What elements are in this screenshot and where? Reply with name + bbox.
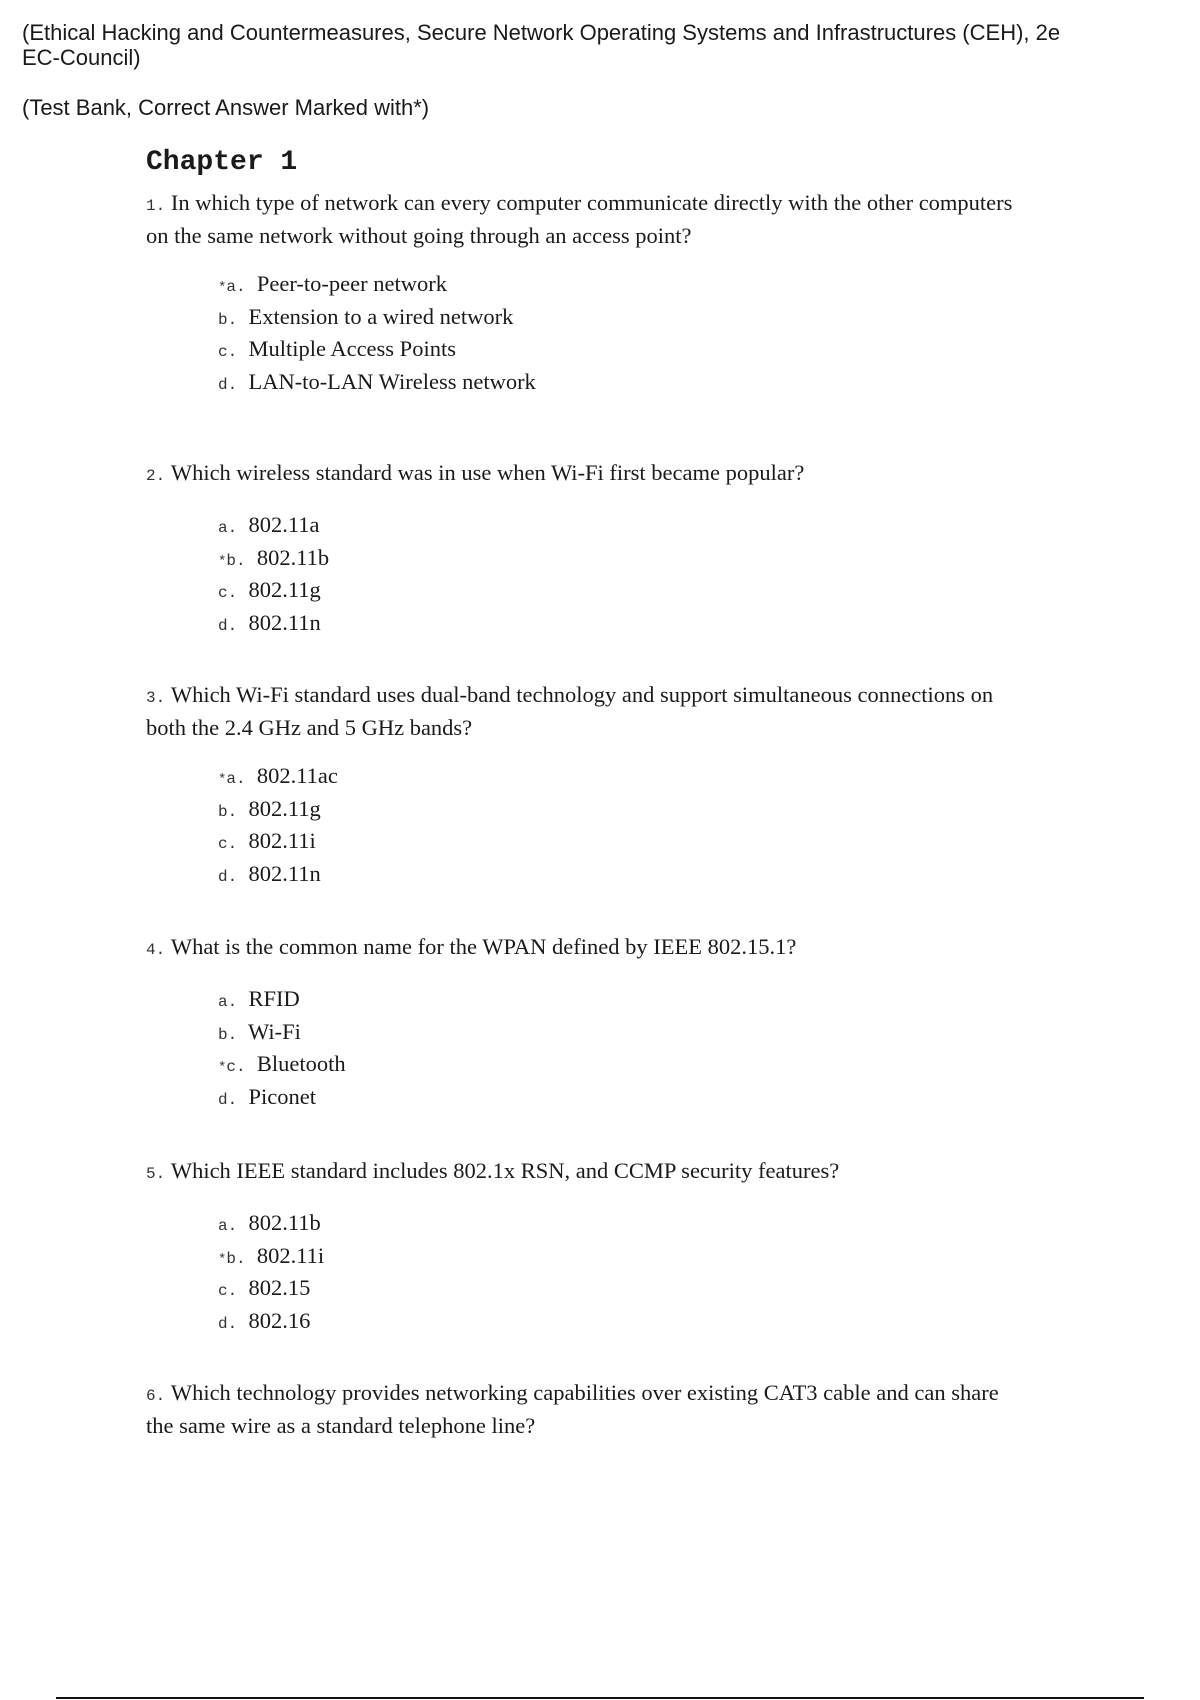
question-number: 5. (146, 1165, 166, 1183)
option-letter: c. (226, 1058, 246, 1076)
option-text: Peer-to-peer network (256, 271, 447, 296)
answer-options (218, 762, 1026, 892)
question-text (146, 1378, 1026, 1440)
answer-option (218, 795, 1026, 828)
document-title-line-2: EC-Council) (22, 45, 141, 70)
option-text: Wi-Fi (248, 1018, 301, 1044)
page-bottom-rule (56, 1697, 1144, 1699)
option-text: 802.11g (248, 577, 321, 602)
question-body: Which Wi-Fi standard uses dual-band technology and support simultaneous connections on both the 2.4 GHz and 5 GHz bands? (146, 682, 994, 740)
option-text: 802.16 (248, 1307, 311, 1333)
option-text: 802.11ac (256, 763, 338, 788)
question-2 (146, 458, 1026, 641)
option-text: 802.11i (248, 828, 316, 853)
option-text: 802.11n (248, 609, 321, 635)
answer-option (218, 860, 1026, 893)
option-letter: d. (218, 375, 238, 394)
answer-options (218, 1209, 1026, 1339)
document-title-line-1: (Ethical Hacking and Countermeasures, Secure Network Operating Systems and Infrastructures (CEH), 2e (22, 20, 1061, 45)
option-letter: a. (226, 278, 246, 296)
question-number: 1. (146, 197, 166, 215)
question-body: Which IEEE standard includes 802.1x RSN, and CCMP security features? (170, 1158, 840, 1183)
question-text (146, 932, 1026, 965)
option-letter: a. (218, 1217, 238, 1235)
question-4 (146, 932, 1026, 1115)
option-text: 802.11g (248, 795, 321, 821)
option-letter: c. (218, 343, 238, 361)
answer-option (218, 368, 1026, 401)
option-letter: d. (218, 616, 238, 635)
option-text: 802.11i (256, 1242, 325, 1268)
option-text: 802.15 (248, 1275, 311, 1300)
correct-answer-marker: * (218, 553, 227, 570)
option-text: Multiple Access Points (248, 336, 456, 361)
option-letter: a. (218, 519, 238, 537)
question-body: Which technology provides networking capabilities over existing CAT3 cable and can share the same wire as a standard telephone line? (146, 1380, 999, 1438)
answer-options (218, 270, 1026, 400)
option-letter: b. (218, 1025, 238, 1044)
question-6 (146, 1378, 1026, 1440)
answer-option (218, 985, 1026, 1018)
option-text: 802.11b (256, 544, 330, 570)
answer-option (218, 762, 1026, 795)
answer-option (218, 1209, 1026, 1242)
question-number: 2. (146, 467, 166, 485)
question-5 (146, 1156, 1026, 1339)
question-body: What is the common name for the WPAN defined by IEEE 802.15.1? (170, 934, 797, 959)
answer-option (218, 270, 1026, 303)
question-1 (146, 188, 1026, 400)
answer-option (218, 1242, 1026, 1275)
question-body: In which type of network can every computer communicate directly with the other computers on the same network without going through an access point? (146, 190, 1013, 248)
option-text: Extension to a wired network (248, 303, 514, 329)
option-letter: d. (218, 1314, 238, 1333)
option-letter: c. (218, 1282, 238, 1300)
correct-answer-marker: * (218, 1060, 227, 1076)
option-letter: c. (218, 584, 238, 602)
option-letter: a. (218, 993, 238, 1011)
option-letter: d. (218, 1090, 238, 1109)
option-letter: c. (218, 835, 238, 853)
chapter-heading: Chapter 1 (146, 147, 298, 178)
question-number: 6. (146, 1387, 166, 1405)
option-letter: b. (226, 1249, 246, 1268)
option-text: Bluetooth (256, 1051, 346, 1076)
question-text (146, 458, 1026, 491)
question-body: Which wireless standard was in use when Wi-Fi first became popular? (170, 460, 805, 485)
option-letter: a. (226, 770, 246, 788)
correct-answer-marker: * (218, 772, 227, 788)
option-letter: d. (218, 867, 238, 886)
answer-option (218, 576, 1026, 609)
answer-option (218, 335, 1026, 368)
answer-option (218, 544, 1026, 577)
answer-option (218, 511, 1026, 544)
option-text: 802.11b (248, 1210, 321, 1235)
answer-option (218, 609, 1026, 642)
answer-option (218, 1018, 1026, 1051)
answer-option (218, 827, 1026, 860)
answer-option (218, 1083, 1026, 1116)
question-3 (146, 680, 1026, 892)
option-text: RFID (248, 986, 300, 1011)
option-text: 802.11n (248, 860, 321, 886)
answer-options (218, 511, 1026, 641)
document-title (22, 20, 1182, 70)
correct-answer-marker: * (218, 280, 227, 296)
question-number: 4. (146, 941, 166, 959)
question-text (146, 1156, 1026, 1189)
answer-option (218, 1274, 1026, 1307)
option-letter: b. (226, 551, 246, 570)
option-letter: b. (218, 310, 238, 329)
document-subtitle: (Test Bank, Correct Answer Marked with*) (22, 95, 430, 120)
answer-option (218, 1307, 1026, 1340)
question-number: 3. (146, 689, 166, 707)
question-text (146, 680, 1026, 742)
option-text: LAN-to-LAN Wireless network (248, 368, 536, 394)
answer-option (218, 1050, 1026, 1083)
answer-options (218, 985, 1026, 1115)
correct-answer-marker: * (218, 1251, 227, 1268)
answer-option (218, 303, 1026, 336)
question-text (146, 188, 1026, 250)
option-text: Piconet (248, 1083, 316, 1109)
option-text: 802.11a (248, 512, 320, 537)
option-letter: b. (218, 802, 238, 821)
